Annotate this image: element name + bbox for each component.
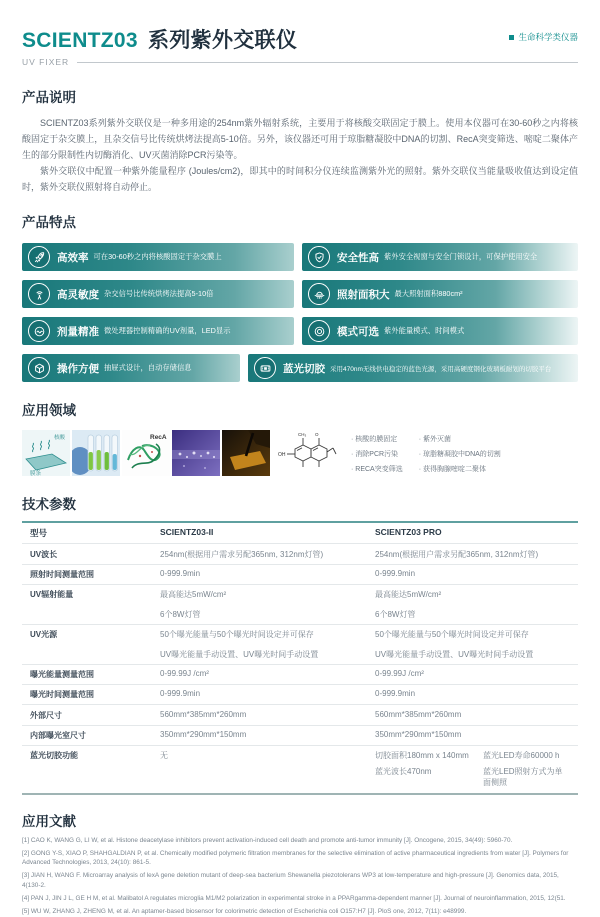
section-product-features: [22, 211, 578, 382]
section-heading-description: 产品说明: [22, 90, 76, 105]
gel-film-icon: [254, 357, 276, 379]
application-bullet-lists: [351, 432, 501, 477]
reference-item: [1] CAO K, WANG G, LI W, et al. Histone deacetylase inhibitors prevent activation-induced cell death and promote anti-tumor immunity [J]. Oncogene, 2015, 34(49): 5960-70.: [22, 836, 513, 844]
feature-high-safety: [302, 243, 578, 271]
reference-item: [3] JIAN H, WANG F. Microarray analysis of lexA gene deletion mutant of deep-sea bacterium Shewanella piezotolerans WP3 at low-temperature and high-pressure [J]. Genomics data, 2015, 4(130-2.: [22, 872, 559, 890]
section-heading-applications: 应用领域: [22, 403, 76, 419]
application-item: · 紫外灭菌: [419, 432, 501, 447]
header-rule: [77, 62, 578, 63]
app-image-test-tubes: [72, 430, 120, 478]
application-item: · 消除PCR污染: [351, 447, 403, 462]
section-application-areas: [22, 399, 578, 478]
app-image-reca-protein: [122, 430, 170, 478]
section-heading-features: 产品特点: [22, 215, 76, 231]
spec-value: 切胶面积180mm x 140mm: [375, 751, 469, 761]
feature-large-irradiation-area: [302, 280, 578, 308]
uv-lamp-icon: [308, 283, 330, 305]
feature-high-sensitivity: [22, 280, 294, 308]
membrane-label-bottom: 膜条: [30, 471, 42, 477]
spec-column-header: SCIENTZ03 PRO: [375, 527, 442, 538]
feature-title: 操作方便: [57, 362, 99, 375]
feature-easy-operation: [22, 354, 240, 382]
feature-accurate-dose: [22, 317, 294, 345]
spec-row-internal-chamber-dimensions: 内部曝光室尺寸 350mm*290mm*150mm 350mm*290mm*150mm: [22, 726, 578, 746]
page-title-series: 系列紫外交联仪: [148, 29, 298, 52]
feature-description: 可在30-60秒之内将核酸固定于杂交膜上: [93, 252, 222, 262]
app-image-gel-cutting: [222, 430, 270, 478]
shield-check-icon: [308, 246, 330, 268]
application-bullets-column-1: [351, 432, 403, 477]
spec-row-external-dimensions: 外部尺寸 560mm*385mm*260mm 560mm*385mm*260mm: [22, 705, 578, 725]
spec-value: 蓝光LED寿命60000 h: [483, 751, 560, 761]
spec-value: 蓝光波长470nm: [375, 767, 432, 777]
spec-table-header-row: [22, 523, 578, 544]
feature-title: 模式可选: [337, 325, 379, 338]
spec-row-blue-light-gel-cutting: 蓝光切胶功能 无 切胶面积180mm x 140mm 蓝光LED寿命60000 h 蓝光波长470nm 蓝光LED照射方式为单面侧照: [22, 746, 578, 792]
app-image-membrane-fixation: [22, 430, 70, 478]
application-item: · 获得胸腺嘧啶二聚体: [419, 462, 501, 477]
application-item: · 琼脂糖凝胶中DNA的切割: [419, 447, 501, 462]
feature-description: 抽屉式设计，自动存储信息: [104, 363, 192, 373]
drawer-cube-icon: [28, 357, 50, 379]
spec-row-uv-light-source: UV光源 50个曝光能量与50个曝光时间设定并可保存 50个曝光能量与50个曝光时间设定并可保存: [30, 630, 529, 640]
application-bullets-column-2: [419, 432, 501, 477]
svg-text:CH₃: CH₃: [298, 432, 307, 438]
rocket-icon: [28, 246, 50, 268]
spec-table: [22, 521, 578, 795]
feature-description: 杂交信号比传统烘烤法提高5-10倍: [104, 289, 214, 299]
section-application-literature: [22, 810, 578, 917]
feature-description: 采用470nm无线供电稳定的蓝色光源，采用高硬度钢化玻璃板耐划的切胶平台: [330, 365, 552, 373]
section-heading-references: 应用文献: [22, 813, 76, 829]
feature-title: 安全性高: [337, 251, 379, 264]
app-image-uv-gel: [172, 430, 220, 478]
reference-item: [5] WU W, ZHANG J, ZHENG M, et al. An aptamer-based biosensor for colorimetric detection of Escherichia coli O157:H7 [J]. PloS one, 2012, 7(11): e48999.: [22, 908, 467, 916]
page-subtitle: UV FIXER: [22, 57, 70, 67]
description-paragraph: SCIENTZ03系列紫外交联仪是一种多用途的254nm紫外辐射系统，主要用于将核酸交联固定于膜上。使用本仪器可在30-60秒之内将核酸固定于杂交膜上，且杂交信号比传统烘烤法提高5-10倍。另外，该仪器还可用于琼脂糖凝胶中DNA的切割、RecA突变筛选、嘧啶二聚体产生的部分限制性内切酶消化、UV灭菌消除PCR污染等。: [22, 118, 578, 161]
feature-title: 高灵敏度: [57, 288, 99, 301]
square-bullet-icon: [509, 35, 514, 40]
spec-column-header: SCIENTZ03-II: [160, 527, 214, 538]
reference-item: [2] GONG Y-S, XIAO P, SHAHGALDIAN P, et al. Chemically modified polymeric filtration membranes for the selective elimination of active pharmaceutical ingredients from water [J]. Polymers for Advanced Technologies, 2013, 24(10): 861-5.: [22, 849, 569, 867]
page-title: [22, 24, 297, 54]
feature-title: 高效率: [57, 251, 89, 264]
spec-column-header: 型号: [30, 528, 48, 539]
category-badge-label: 生命科学类仪器: [518, 32, 578, 42]
app-image-chemical-structure: [277, 430, 337, 478]
reference-item: [4] PAN J, JIN J L, GE H M, et al. Malibatol A regulates microglia M1/M2 polarization in experimental stroke in a PPARgamma-dependent manner [J]. Journal of neuroinflammation, 2015, 12(51.: [22, 895, 566, 903]
section-product-description: [22, 86, 578, 195]
spec-row-exposure-energy-range: 曝光能量测量范围 0-99.99J /cm² 0-99.99J /cm²: [22, 665, 578, 685]
section-heading-specs: 技术参数: [22, 497, 76, 513]
feature-description: 微处理器控制精确的UV剂量，LED显示: [104, 326, 231, 336]
section-technical-parameters: [22, 493, 578, 795]
feature-high-efficiency: [22, 243, 294, 271]
antenna-icon: [28, 283, 50, 305]
feature-description: 紫外安全视窗与安全门锁设计，可保护使用安全: [384, 252, 538, 262]
mode-dial-icon: [308, 320, 330, 342]
svg-text:O: O: [315, 432, 319, 438]
gauge-icon: [28, 320, 50, 342]
application-item: · 核酸的膜固定: [351, 432, 403, 447]
spec-row-uv-wavelength: UV波长 254nm(根据用户需求另配365nm, 312nm灯管) 254nm(根据用户需求另配365nm, 312nm灯管): [22, 544, 578, 564]
reca-label: RecA: [150, 434, 167, 442]
spec-row-manual-settings: UV曝光能量手动设置、UV曝光时间手动设置 UV曝光能量手动设置、UV曝光时间手动设置: [22, 644, 578, 664]
spec-row-uv-radiation-energy: UV辐射能量 最高能达5mW/cm² 最高能达5mW/cm²: [30, 590, 442, 600]
feature-blue-light-gel-cutting: [248, 354, 578, 382]
feature-selectable-mode: [302, 317, 578, 345]
spec-row-lamp-tubes: 6个8W灯管 6个8W灯管: [22, 605, 578, 625]
feature-title: 蓝光切胶: [283, 362, 325, 375]
header: [22, 24, 578, 67]
feature-description: 紫外能量模式、时间模式: [384, 326, 465, 336]
svg-text:OH: OH: [278, 452, 286, 459]
category-badge: [509, 31, 578, 43]
spec-row-exposure-time-range: 曝光时间测量范围 0-999.9min 0-999.9min: [22, 685, 578, 705]
spec-row-irradiation-time-range: 照射时间测量范围 0-999.9min 0-999.9min: [22, 565, 578, 585]
feature-title: 照射面积大: [337, 288, 390, 301]
feature-description: 最大照射面积880cm²: [394, 289, 463, 299]
spec-value: 蓝光LED照射方式为单面侧照: [483, 767, 563, 788]
feature-title: 剂量精准: [57, 325, 99, 338]
page-title-model: SCIENTZ03: [22, 29, 138, 52]
application-item: · RECA突变筛选: [351, 462, 403, 477]
membrane-label-top: 核酸: [54, 435, 66, 442]
description-paragraph: 紫外交联仪中配置一种紫外能量程序 (Joules/cm2)，即其中的时间积分仪连续监测紫外光的照射。紫外交联仪当能量吸收值达到设定值时，紫外交联仪照射将自动停止。: [22, 166, 578, 193]
